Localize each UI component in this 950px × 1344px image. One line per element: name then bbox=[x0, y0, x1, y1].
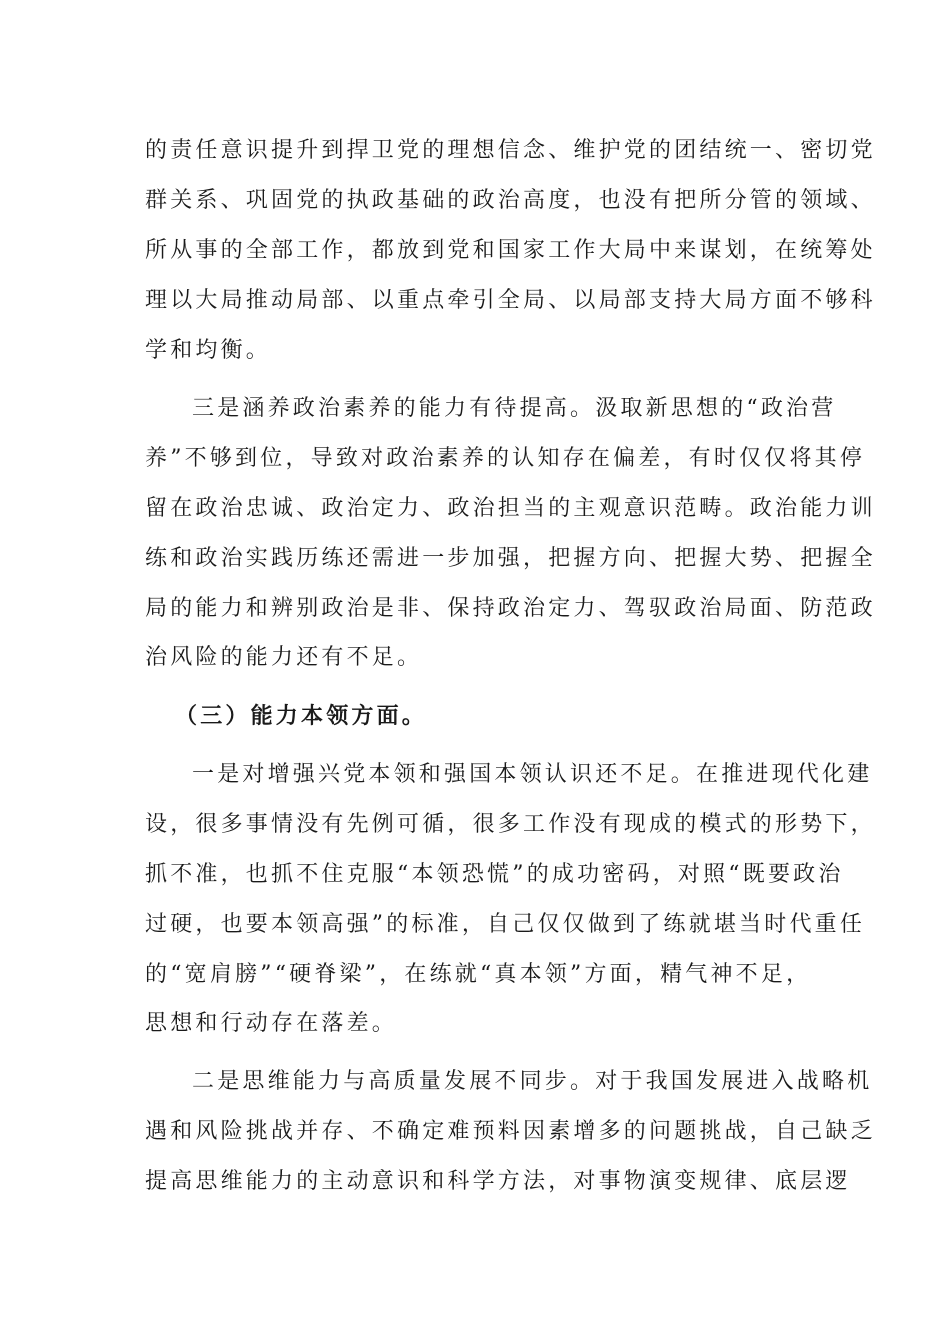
text-line: 群关系、巩固党的执政基础的政治高度，也没有把所分管的领域、 bbox=[145, 188, 876, 213]
text-line: 遇和风险挑战并存、不确定难预料因素增多的问题挑战，自己缺乏 bbox=[145, 1119, 876, 1144]
paragraph-first-line: 二是思维能力与高质量发展不同步。对于我国发展进入战略机 bbox=[192, 1069, 873, 1094]
text-line: 过硬，也要本领高强”的标准，自己仅仅做到了练就堪当时代重任 bbox=[145, 912, 866, 937]
text-line: 的“宽肩膀”“硬脊梁”，在练就“真本领”方面，精气神不足， bbox=[145, 962, 812, 987]
text-line: 理以大局推动局部、以重点牵引全局、以局部支持大局方面不够科 bbox=[145, 288, 876, 313]
text-line: 思想和行动存在落差。 bbox=[145, 1011, 398, 1036]
paragraph-first-line: 一是对增强兴党本领和强国本领认识还不足。在推进现代化建 bbox=[192, 762, 873, 787]
text-line: 留在政治忠诚、政治定力、政治担当的主观意识范畴。政治能力训 bbox=[145, 496, 876, 521]
text-line: 治风险的能力还有不足。 bbox=[145, 645, 423, 670]
text-line: 提高思维能力的主动意识和科学方法，对事物演变规律、底层逻 bbox=[145, 1169, 851, 1194]
text-line: 学和均衡。 bbox=[145, 338, 272, 363]
text-line: 的责任意识提升到捍卫党的理想信念、维护党的团结统一、密切党 bbox=[145, 138, 876, 163]
text-line: 抓不准，也抓不住克服“本领恐慌”的成功密码，对照“既要政治 bbox=[145, 862, 844, 887]
text-line: 练和政治实践历练还需进一步加强，把握方向、把握大势、把握全 bbox=[145, 546, 876, 571]
section-heading: （三）能力本领方面。 bbox=[175, 703, 428, 729]
text-line: 局的能力和辨别政治是非、保持政治定力、驾驭政治局面、防范政 bbox=[145, 596, 876, 621]
paragraph-first-line: 三是涵养政治素养的能力有待提高。汲取新思想的“政治营 bbox=[192, 396, 837, 421]
text-line: 设，很多事情没有先例可循，很多工作没有现成的模式的形势下， bbox=[145, 812, 876, 837]
text-line: 所从事的全部工作，都放到党和国家工作大局中来谋划，在统筹处 bbox=[145, 238, 876, 263]
text-line: 养”不够到位，导致对政治素养的认知存在偏差，有时仅仅将其停 bbox=[145, 446, 866, 471]
